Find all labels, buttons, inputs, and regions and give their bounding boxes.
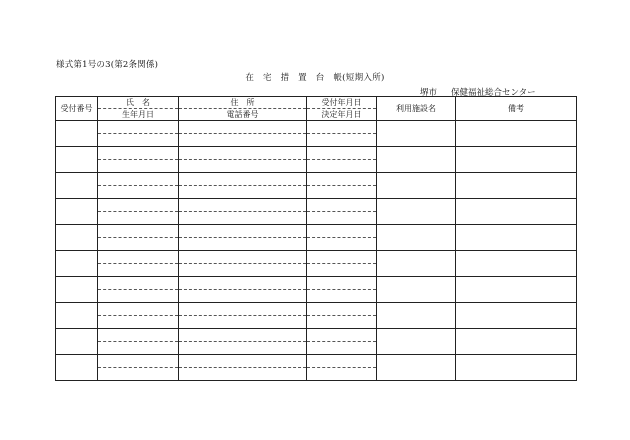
cell-address[interactable] (179, 199, 307, 212)
document-title: 在 宅 措 置 台 帳(短期入所) (245, 73, 385, 83)
cell-name[interactable] (98, 225, 179, 238)
cell-decided-date[interactable] (307, 368, 377, 381)
cell-phone[interactable] (179, 160, 307, 173)
table-row (56, 303, 577, 316)
cell-decided-date[interactable] (307, 342, 377, 355)
cell-remarks[interactable] (456, 147, 577, 173)
cell-phone[interactable] (179, 212, 307, 225)
cell-birth-date[interactable] (98, 212, 179, 225)
cell-facility[interactable] (377, 225, 456, 251)
cell-received-date[interactable] (307, 147, 377, 160)
cell-name[interactable] (98, 303, 179, 316)
cell-address[interactable] (179, 173, 307, 186)
cell-phone[interactable] (179, 186, 307, 199)
table-row (56, 121, 577, 134)
cell-address[interactable] (179, 225, 307, 238)
cell-birth-date[interactable] (98, 264, 179, 277)
cell-phone[interactable] (179, 290, 307, 303)
col-header-receipt-no: 受付番号 (56, 97, 98, 121)
cell-facility[interactable] (377, 329, 456, 355)
cell-received-date[interactable] (307, 121, 377, 134)
cell-address[interactable] (179, 147, 307, 160)
cell-phone[interactable] (179, 238, 307, 251)
cell-receipt-no[interactable] (56, 173, 98, 199)
cell-receipt-no[interactable] (56, 303, 98, 329)
cell-phone[interactable] (179, 316, 307, 329)
col-header-decided-date: 決定年月日 (307, 109, 377, 121)
cell-remarks[interactable] (456, 303, 577, 329)
cell-received-date[interactable] (307, 329, 377, 342)
cell-decided-date[interactable] (307, 212, 377, 225)
cell-birth-date[interactable] (98, 160, 179, 173)
cell-remarks[interactable] (456, 199, 577, 225)
issuer-office: 保健福祉総合センター (451, 88, 536, 98)
cell-receipt-no[interactable] (56, 147, 98, 173)
cell-address[interactable] (179, 121, 307, 134)
register-body (56, 97, 577, 381)
cell-name[interactable] (98, 251, 179, 264)
cell-phone[interactable] (179, 368, 307, 381)
cell-address[interactable] (179, 251, 307, 264)
cell-received-date[interactable] (307, 251, 377, 264)
cell-remarks[interactable] (456, 225, 577, 251)
cell-name[interactable] (98, 173, 179, 186)
col-header-remarks: 備考 (456, 97, 577, 121)
table-row (56, 355, 577, 368)
cell-phone[interactable] (179, 264, 307, 277)
cell-received-date[interactable] (307, 277, 377, 290)
table-row (56, 329, 577, 342)
table-row (56, 173, 577, 186)
cell-decided-date[interactable] (307, 186, 377, 199)
cell-decided-date[interactable] (307, 290, 377, 303)
cell-birth-date[interactable] (98, 368, 179, 381)
cell-birth-date[interactable] (98, 186, 179, 199)
cell-phone[interactable] (179, 342, 307, 355)
cell-decided-date[interactable] (307, 160, 377, 173)
col-header-birth-date: 生年月日 (98, 109, 179, 121)
header-row-top (56, 97, 577, 109)
cell-facility[interactable] (377, 355, 456, 381)
cell-decided-date[interactable] (307, 264, 377, 277)
cell-remarks[interactable] (456, 329, 577, 355)
cell-name[interactable] (98, 147, 179, 160)
register-table (55, 96, 577, 381)
cell-phone[interactable] (179, 134, 307, 147)
cell-remarks[interactable] (456, 121, 577, 147)
cell-name[interactable] (98, 355, 179, 368)
form-code-label: 様式第1号の3(第2条関係) (56, 60, 159, 70)
cell-decided-date[interactable] (307, 134, 377, 147)
cell-received-date[interactable] (307, 225, 377, 238)
issuer-city: 堺市 (420, 88, 438, 98)
cell-birth-date[interactable] (98, 316, 179, 329)
cell-name[interactable] (98, 329, 179, 342)
cell-decided-date[interactable] (307, 238, 377, 251)
cell-birth-date[interactable] (98, 342, 179, 355)
cell-remarks[interactable] (456, 355, 577, 381)
table-row (56, 225, 577, 238)
cell-address[interactable] (179, 277, 307, 290)
cell-received-date[interactable] (307, 355, 377, 368)
cell-decided-date[interactable] (307, 316, 377, 329)
cell-receipt-no[interactable] (56, 251, 98, 277)
cell-address[interactable] (179, 329, 307, 342)
cell-receipt-no[interactable] (56, 225, 98, 251)
cell-facility[interactable] (377, 173, 456, 199)
cell-receipt-no[interactable] (56, 121, 98, 147)
cell-birth-date[interactable] (98, 238, 179, 251)
cell-received-date[interactable] (307, 199, 377, 212)
cell-facility[interactable] (377, 251, 456, 277)
col-header-address: 住 所 (179, 97, 307, 109)
col-header-name: 氏 名 (98, 97, 179, 109)
cell-remarks[interactable] (456, 277, 577, 303)
col-header-phone: 電話番号 (179, 109, 307, 121)
cell-facility[interactable] (377, 277, 456, 303)
cell-address[interactable] (179, 355, 307, 368)
col-header-facility: 利用施設名 (377, 97, 456, 121)
table-row (56, 251, 577, 264)
cell-birth-date[interactable] (98, 134, 179, 147)
cell-receipt-no[interactable] (56, 199, 98, 225)
cell-remarks[interactable] (456, 251, 577, 277)
table-row (56, 147, 577, 160)
col-header-received-date: 受付年月日 (307, 97, 377, 109)
table-row (56, 277, 577, 290)
cell-facility[interactable] (377, 303, 456, 329)
cell-name[interactable] (98, 277, 179, 290)
cell-birth-date[interactable] (98, 290, 179, 303)
table-row (56, 199, 577, 212)
cell-facility[interactable] (377, 147, 456, 173)
cell-name[interactable] (98, 199, 179, 212)
cell-receipt-no[interactable] (56, 277, 98, 303)
cell-receipt-no[interactable] (56, 329, 98, 355)
cell-remarks[interactable] (456, 173, 577, 199)
cell-name[interactable] (98, 121, 179, 134)
cell-facility[interactable] (377, 121, 456, 147)
cell-receipt-no[interactable] (56, 355, 98, 381)
cell-received-date[interactable] (307, 303, 377, 316)
cell-address[interactable] (179, 303, 307, 316)
cell-received-date[interactable] (307, 173, 377, 186)
cell-facility[interactable] (377, 199, 456, 225)
